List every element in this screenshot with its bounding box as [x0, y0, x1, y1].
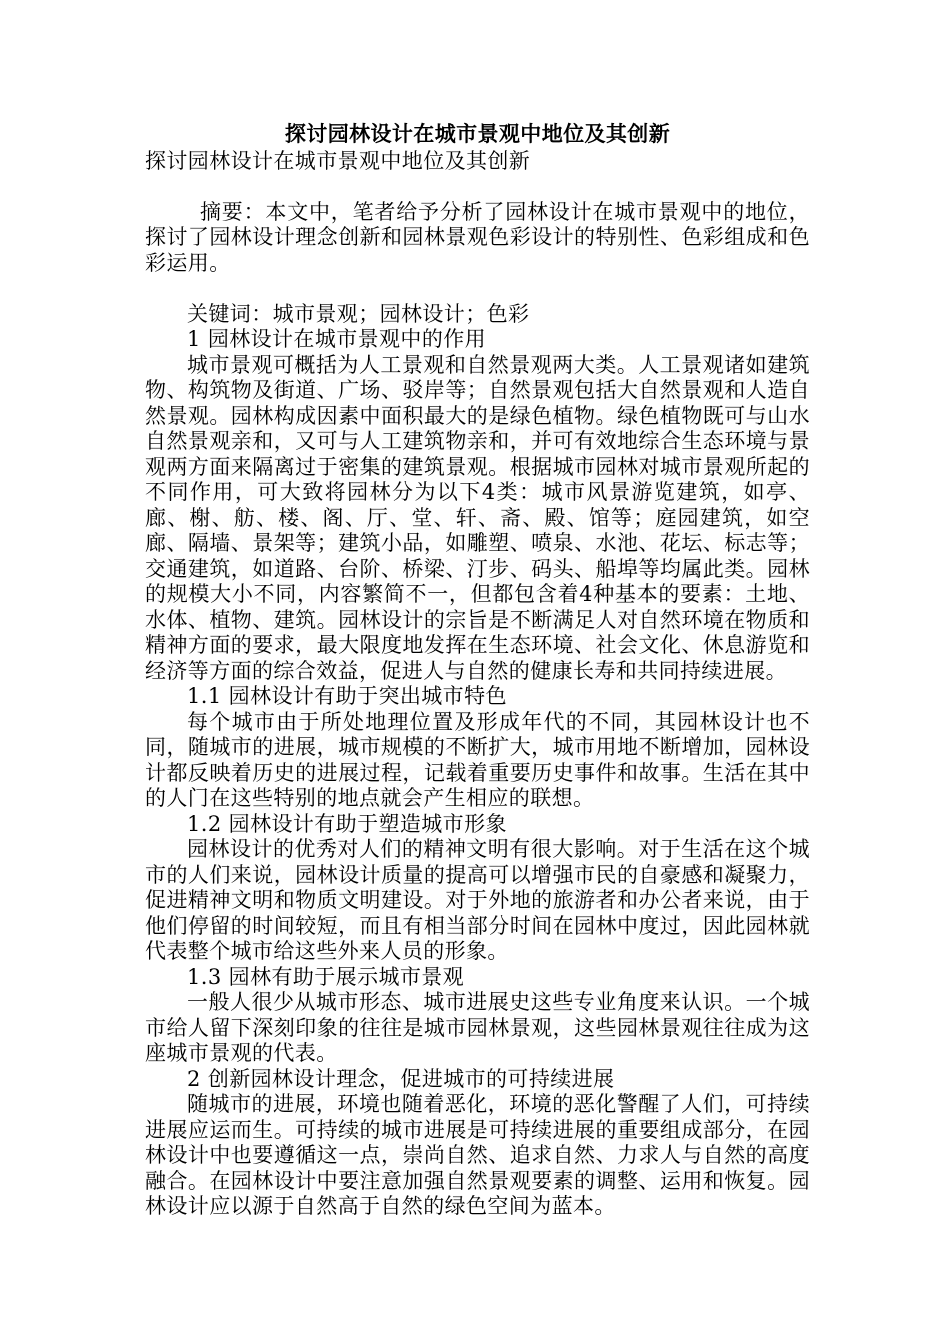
section-paragraph: 每个城市由于所处地理位置及形成年代的不同，其园林设计也不同，随城市的进展，城市规模的不断扩大，城市用地不断增加，园林设计都反映着历史的进展过程，记载着重要历史事件和故事。生活在其中的人门在这些特别的地点就会产生相应的联想。	[145, 709, 810, 810]
section-paragraph: 城市景观可概括为人工景观和自然景观两大类。人工景观诸如建筑物、构筑物及街道、广场、驳岸等；自然景观包括大自然景观和人造自然景观。园林构成因素中面积最大的是绿色植物。绿色植物既可与山水自然景观亲和，又可与人工建筑物亲和，并可有效地综合生态环境与景观两方面来隔离过于密集的建筑景观。根据城市园林对城市景观所起的不同作用，可大致将园林分为以下4类：城市风景游览建筑，如亭、廊、榭、舫、楼、阁、厅、堂、轩、斋、殿、馆等；庭园建筑，如空廊、隔墙、景架等；建筑小品，如雕塑、喷泉、水池、花坛、标志等；交通建筑，如道路、台阶、桥梁、汀步、码头、船埠等均属此类。园林的规模大小不同，内容繁简不一，但都包含着4种基本的要素：土地、水体、植物、建筑。园林设计的宗旨是不断满足人对自然环境在物质和精神方面的要求，最大限度地发挥在生态环境、社会文化、休息游览和经济等方面的综合效益，促进人与自然的健康长寿和共同持续进展。	[145, 352, 810, 683]
section-paragraph: 随城市的进展，环境也随着恶化，环境的恶化警醒了人们，可持续进展应运而生。可持续的城市进展是可持续进展的重要组成部分，在园林设计中也要遵循这一点，崇尚自然、追求自然、力求人与自然的高度融合。在园林设计中要注意加强自然景观要素的调整、运用和恢复。园林设计应以源于自然高于自然的绿色空间为蓝本。	[145, 1092, 810, 1218]
document-subtitle: 探讨园林设计在城市景观中地位及其创新	[145, 149, 531, 173]
section-paragraph: 园林设计的优秀对人们的精神文明有很大影响。对于生活在这个城市的人们来说，园林设计质量的提高可以增强市民的自豪感和凝聚力，促进精神文明和物质文明建设。对于外地的旅游者和办公者来说，由于他们停留的时间较短，而且有相当部分时间在园林中度过，因此园林就代表整个城市给这些外来人员的形象。	[145, 837, 810, 963]
blank-line	[145, 276, 810, 302]
document-title: 探讨园林设计在城市景观中地位及其创新	[284, 121, 671, 146]
section-heading: 1.1 园林设计有助于突出城市特色	[187, 684, 507, 708]
blank-line	[145, 174, 810, 200]
section-heading: 1.3 园林有助于展示城市景观	[187, 964, 465, 989]
section-heading: 1.2 园林设计有助于塑造城市形象	[187, 811, 507, 836]
document-body	[145, 120, 810, 1220]
abstract-paragraph: 摘要：本文中，笔者给予分析了园林设计在城市景观中的地位，探讨了园林设计理念创新和园林景观色彩设计的特别性、色彩组成和色彩运用。	[145, 199, 810, 275]
section-heading: 1 园林设计在城市景观中的作用	[187, 327, 487, 351]
keywords-line: 关键词：城市景观；园林设计；色彩	[187, 301, 530, 326]
section-heading: 2 创新园林设计理念，促进城市的可持续进展	[187, 1066, 615, 1091]
section-paragraph: 一般人很少从城市形态、城市进展史这些专业角度来认识。一个城市给人留下深刻印象的往往是城市园林景观，这些园林景观往往成为这座城市景观的代表。	[145, 990, 810, 1065]
